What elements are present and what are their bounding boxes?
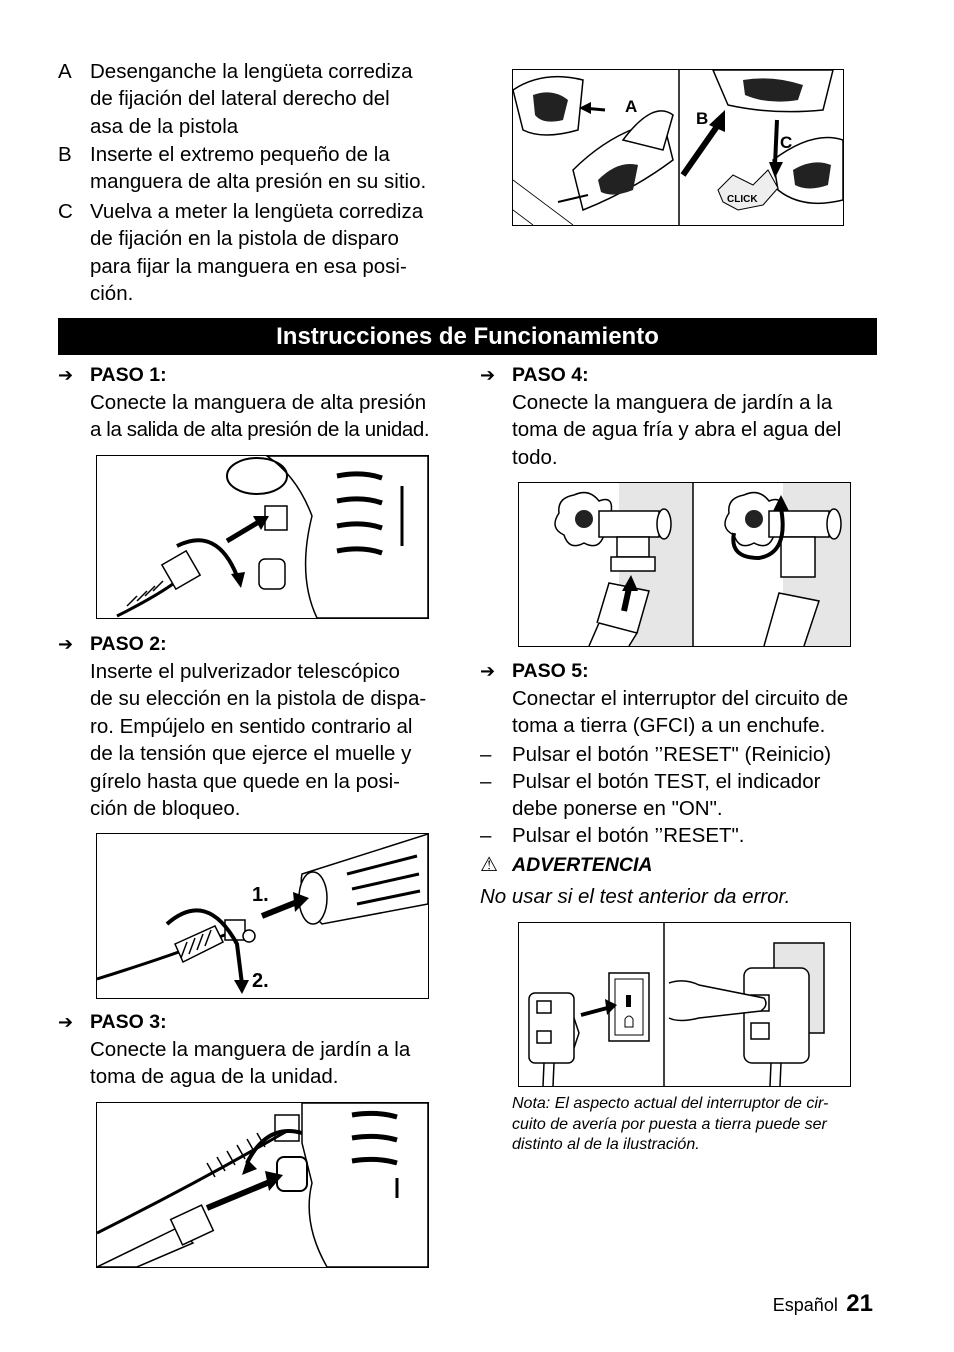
step-letter: C bbox=[58, 200, 73, 223]
step-line: de fijación del lateral derecho del bbox=[90, 87, 390, 111]
faucet-connection-illustration bbox=[519, 483, 850, 646]
section-title: Instrucciones de Funcionamiento bbox=[58, 318, 877, 355]
item-line: Pulsar el botón ’’RESET" (Reinicio) bbox=[512, 743, 832, 766]
step-line: Vuelva a meter la lengüeta corrediza bbox=[90, 200, 424, 223]
page-number: 21 bbox=[846, 1290, 873, 1317]
step-line: manguera de alta presión en su sitio. bbox=[90, 170, 427, 194]
note-line: Nota: El aspecto actual del interruptor de cir- bbox=[512, 1095, 829, 1112]
step-a bbox=[58, 58, 478, 140]
warning-heading bbox=[480, 852, 880, 880]
paso-label: PASO 5: bbox=[512, 660, 589, 682]
paso-line: Conecte la manguera de alta presión bbox=[90, 391, 427, 414]
warning-title: ADVERTENCIA bbox=[512, 854, 653, 876]
paso-label: PASO 4: bbox=[512, 364, 589, 386]
figure-label-b: B bbox=[696, 109, 709, 128]
figure-paso-1 bbox=[96, 455, 429, 619]
step-line: para fijar la manguera en esa posi- bbox=[90, 254, 407, 278]
figure-label-c: C bbox=[780, 133, 793, 152]
figure-hose-clip bbox=[512, 69, 844, 226]
figure-paso-3 bbox=[96, 1102, 429, 1268]
paso-line: ro. Empújelo en sentido contrario al bbox=[90, 714, 413, 738]
paso-3 bbox=[58, 1009, 478, 1094]
page-footer bbox=[773, 1290, 873, 1318]
item-line: debe ponerse en "ON". bbox=[512, 797, 723, 821]
step-line: ción. bbox=[90, 282, 134, 306]
paso-line: de la tensión que ejerce el muelle y bbox=[90, 742, 412, 766]
step-letter: B bbox=[58, 143, 72, 166]
paso-line: todo. bbox=[512, 445, 558, 469]
paso-line: toma de agua fría y abra el agua del bbox=[512, 418, 842, 442]
dash-bullet: – bbox=[480, 743, 492, 766]
figure-label-a: A bbox=[625, 97, 638, 116]
paso-line: gírelo hasta que quede en la posi- bbox=[90, 769, 401, 793]
paso-1 bbox=[58, 362, 478, 452]
paso-5 bbox=[480, 658, 880, 743]
paso-line: ción de bloqueo. bbox=[90, 797, 241, 821]
item-line: Pulsar el botón ’’RESET". bbox=[512, 824, 745, 847]
paso-line: toma de agua de la unidad. bbox=[90, 1065, 339, 1089]
paso-line: a la salida de alta presión de la unidad. bbox=[90, 418, 430, 442]
footer-language: Español bbox=[772, 1295, 838, 1315]
arrow-right-icon: ➔ bbox=[58, 365, 74, 385]
garden-hose-unit-illustration bbox=[97, 1103, 428, 1267]
step-line: Desenganche la lengüeta corrediza bbox=[90, 60, 413, 83]
high-pressure-hose-illustration bbox=[97, 456, 428, 618]
dash-bullet: – bbox=[480, 770, 492, 793]
paso-label: PASO 1: bbox=[90, 364, 167, 386]
paso-2 bbox=[58, 631, 478, 826]
arrow-right-icon: ➔ bbox=[480, 365, 496, 385]
note bbox=[512, 1094, 882, 1156]
paso-line: Conecte la manguera de jardín a la bbox=[512, 391, 833, 414]
note-line: distinto al de la ilustración. bbox=[512, 1136, 700, 1153]
step-b bbox=[58, 141, 478, 196]
spray-wand-illustration bbox=[97, 834, 428, 998]
paso-line: toma a tierra (GFCI) a un enchufe. bbox=[512, 714, 826, 738]
arrow-right-icon: ➔ bbox=[480, 661, 496, 681]
warning-text: No usar si el test anterior da error. bbox=[480, 885, 791, 908]
step-line: asa de la pistola bbox=[90, 114, 239, 138]
warning-icon: ⚠ bbox=[480, 854, 498, 876]
dash-bullet: – bbox=[480, 824, 492, 847]
paso-label: PASO 2: bbox=[90, 633, 167, 655]
paso-line: Inserte el pulverizador telescópico bbox=[90, 660, 400, 683]
item-line: Pulsar el botón TEST, el indicador bbox=[512, 770, 821, 793]
arrow-right-icon: ➔ bbox=[58, 1012, 74, 1032]
hose-clip-illustration bbox=[513, 70, 843, 225]
paso-line: Conecte la manguera de jardín a la bbox=[90, 1038, 411, 1061]
paso-line: de su elección en la pistola de dispa- bbox=[90, 687, 427, 711]
figure-paso-4 bbox=[518, 482, 851, 647]
figure-paso-2 bbox=[96, 833, 429, 999]
step-line: Inserte el extremo pequeño de la bbox=[90, 143, 390, 166]
step-letter: A bbox=[58, 60, 72, 83]
paso-label: PASO 3: bbox=[90, 1011, 167, 1033]
click-label: CLICK bbox=[727, 194, 758, 205]
arrow-right-icon: ➔ bbox=[58, 634, 74, 654]
figure-label-1: 1. bbox=[252, 884, 269, 906]
paso-line: Conectar el interruptor del circuito de bbox=[512, 687, 849, 710]
figure-gfci bbox=[518, 922, 851, 1087]
figure-label-2: 2. bbox=[252, 970, 269, 992]
note-line: cuito de avería por puesta a tierra puede ser bbox=[512, 1115, 827, 1133]
step-c bbox=[58, 198, 478, 308]
paso-4 bbox=[480, 362, 880, 477]
step-line: de fijación en la pistola de disparo bbox=[90, 227, 399, 251]
gfci-outlet-illustration bbox=[519, 923, 850, 1086]
